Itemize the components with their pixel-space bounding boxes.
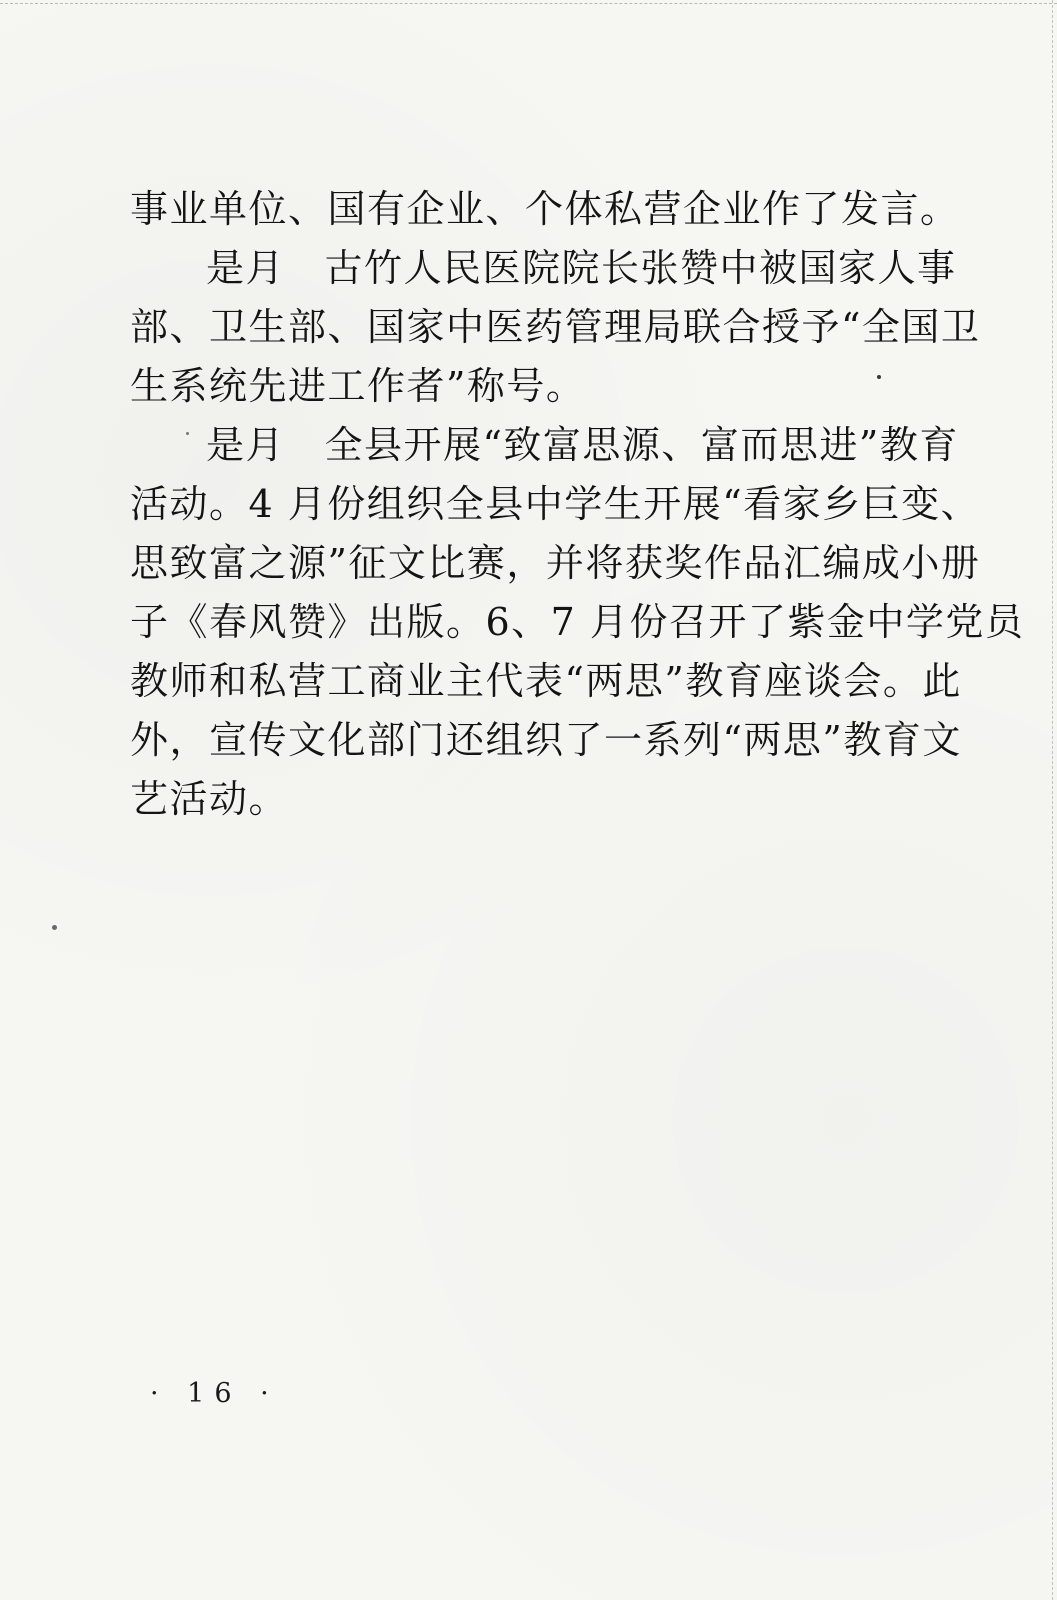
text-line: 子《春风赞》出版。6、7 月份召开了紫金中学党员 — [130, 600, 1025, 644]
body-text — [130, 180, 1025, 829]
text-line: 生系统先进工作者”称号。 — [130, 364, 586, 408]
scan-speck — [877, 375, 881, 379]
text-line: 事业单位、国有企业、个体私营企业作了发言。 — [130, 187, 960, 231]
text-line: 部、卫生部、国家中医药管理局联合授予“全国卫 — [130, 305, 981, 349]
text-line: 是月 全县开展“致富思源、富而思进”教育 — [206, 423, 959, 467]
scan-speck — [186, 432, 189, 435]
text-line: 教师和私营工商业主代表“两思”教育座谈会。此 — [130, 659, 962, 703]
text-line: 外，宣传文化部门还组织了一系列“两思”教育文 — [130, 718, 962, 762]
page-number: · 16 · — [150, 1378, 279, 1409]
scan-speck — [52, 925, 57, 930]
scan-edge-top — [0, 3, 1057, 4]
scan-edge-right — [1052, 0, 1053, 1600]
text-line: 活动。4 月份组织全县中学生开展“看家乡巨变、 — [130, 482, 981, 526]
text-line: 是月 古竹人民医院院长张赞中被国家人事 — [206, 246, 957, 290]
text-line: 思致富之源”征文比赛，并将获奖作品汇编成小册 — [130, 541, 981, 585]
text-line: 艺活动。 — [130, 777, 289, 821]
